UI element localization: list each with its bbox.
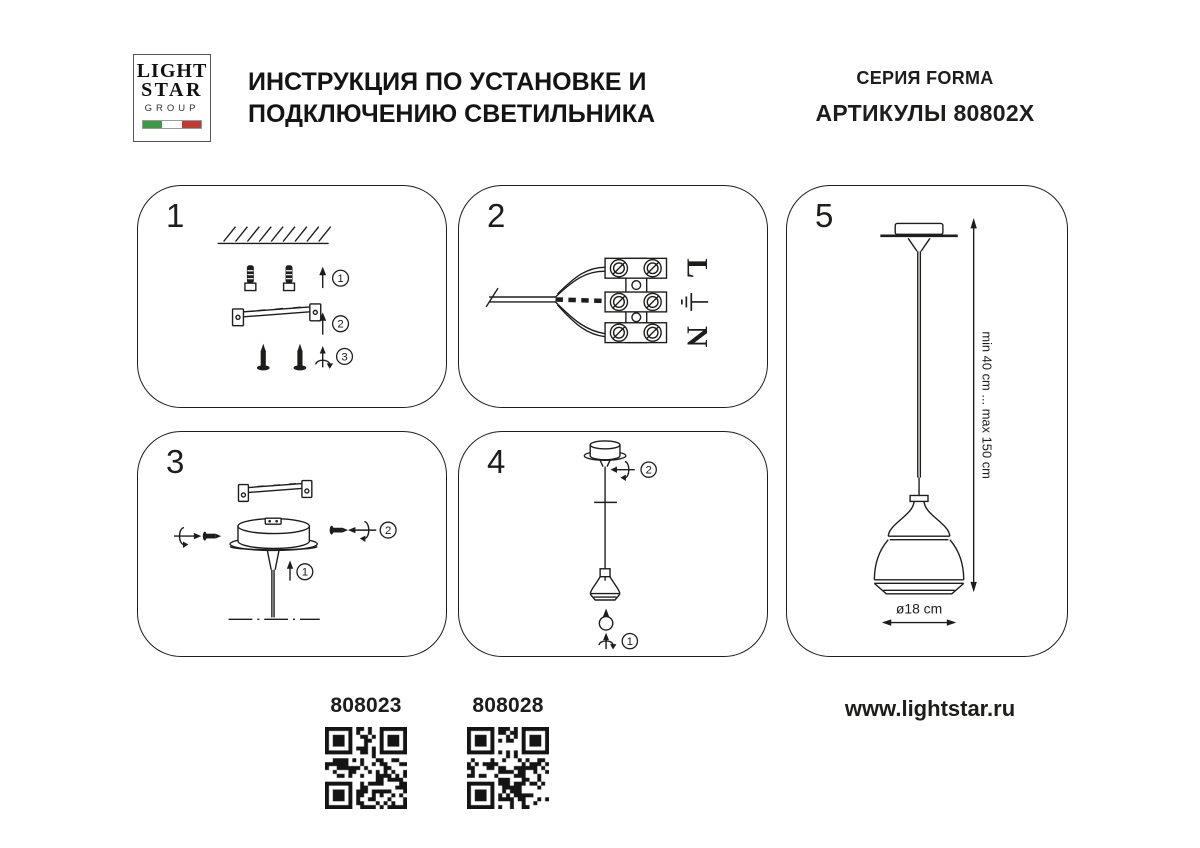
title-line-2: ПОДКЛЮЧЕНИЮ СВЕТИЛЬНИКА	[248, 100, 656, 128]
diameter-dimension-arrow	[882, 619, 956, 625]
circled-number-2	[380, 522, 396, 538]
lamp-shade	[590, 569, 620, 600]
suspension-rod	[229, 550, 320, 619]
terminal-block	[605, 258, 666, 342]
lamp-shade	[874, 495, 963, 593]
wire-live	[556, 267, 606, 297]
italy-flag-icon	[142, 120, 202, 129]
wall-anchor-icon	[245, 265, 256, 290]
mounting-bracket-icon	[233, 304, 321, 326]
up-arrow-icon	[287, 560, 293, 580]
step-2-panel	[458, 185, 768, 408]
qr-code-1	[325, 727, 407, 809]
title-line-1: ИНСТРУКЦИЯ ПО УСТАНОВКЕ И	[248, 68, 647, 96]
svg-text:1: 1	[626, 636, 634, 649]
step-4-illustration	[459, 432, 767, 656]
circled-number-2	[333, 316, 349, 332]
circled-number-1	[622, 634, 637, 649]
step-1-panel	[137, 185, 447, 408]
article-code-1: 808023	[330, 694, 402, 717]
website-url: www.lightstar.ru	[844, 696, 1016, 721]
screw-icon	[294, 344, 307, 371]
wire-neutral	[556, 302, 606, 337]
screw-rotation-icon	[599, 633, 616, 650]
label-live: L	[680, 258, 713, 279]
step-5-panel	[786, 185, 1068, 657]
svg-text:2: 2	[384, 525, 392, 538]
step-2-illustration	[459, 186, 767, 407]
lightstar-logo	[133, 54, 211, 142]
bulb-icon	[599, 608, 612, 630]
series-label: СЕРИЯ FORMA	[856, 68, 994, 88]
screw-icon	[330, 526, 348, 535]
circled-number-3	[337, 349, 353, 365]
page-title	[248, 66, 668, 130]
screw-rotation-icon	[316, 346, 333, 369]
screw-rotation-icon	[611, 462, 635, 481]
svg-text:3: 3	[341, 351, 348, 364]
step-3-panel	[137, 431, 447, 657]
flag-white-stripe	[162, 121, 181, 128]
earth-ground-icon	[682, 293, 708, 311]
article-code-2: 808028	[472, 694, 544, 717]
ceiling-canopy	[880, 223, 957, 251]
svg-text:1: 1	[301, 566, 309, 579]
circled-number-2	[641, 462, 656, 477]
suspension-cord	[594, 467, 617, 581]
wall-anchor-icon	[284, 265, 295, 290]
article-block-2	[467, 694, 549, 809]
mounting-bracket-icon	[238, 481, 311, 502]
ceiling-hatch-icon	[218, 227, 331, 244]
series-block	[780, 68, 1070, 127]
screw-rotation-icon	[348, 522, 376, 542]
flag-red-stripe	[182, 121, 201, 128]
logo-group-text: GROUP	[144, 103, 200, 114]
logo-light-text: LIGHT	[136, 60, 208, 82]
step-5-number: 5	[815, 197, 834, 234]
suspension-cord	[918, 251, 921, 495]
label-neutral: N	[680, 325, 713, 348]
ceiling-canopy	[584, 441, 626, 467]
screw-icon	[257, 344, 270, 371]
up-arrow-icon	[319, 267, 326, 288]
step-1-illustration	[138, 186, 446, 407]
screw-rotation-icon	[174, 528, 201, 548]
step-4-number: 4	[487, 443, 506, 480]
circled-number-1	[297, 564, 313, 580]
screw-icon	[203, 532, 221, 541]
svg-text:2: 2	[645, 464, 652, 477]
svg-text:1: 1	[337, 273, 344, 286]
ceiling-canopy	[230, 518, 317, 550]
circled-number-1	[333, 270, 349, 286]
article-block-1	[325, 694, 407, 809]
svg-text:2: 2	[337, 318, 344, 331]
step-4-panel	[458, 431, 768, 657]
wire-earth	[556, 299, 606, 300]
flag-green-stripe	[143, 121, 162, 128]
height-dimension-arrow	[970, 218, 976, 592]
logo-star-text: STAR	[141, 79, 203, 101]
step-2-number: 2	[487, 197, 506, 234]
shade-diameter-label: ø18 cm	[895, 600, 943, 617]
suspension-range-label: min 40 cm ... max 150 cm	[979, 331, 995, 479]
articles-label: АРТИКУЛЫ 80802X	[815, 100, 1035, 126]
step-3-number: 3	[166, 443, 185, 480]
step-5-illustration	[787, 186, 1067, 656]
step-3-illustration	[138, 432, 446, 656]
step-1-number: 1	[166, 197, 185, 234]
supply-cable	[486, 288, 555, 307]
qr-code-2	[467, 727, 549, 809]
